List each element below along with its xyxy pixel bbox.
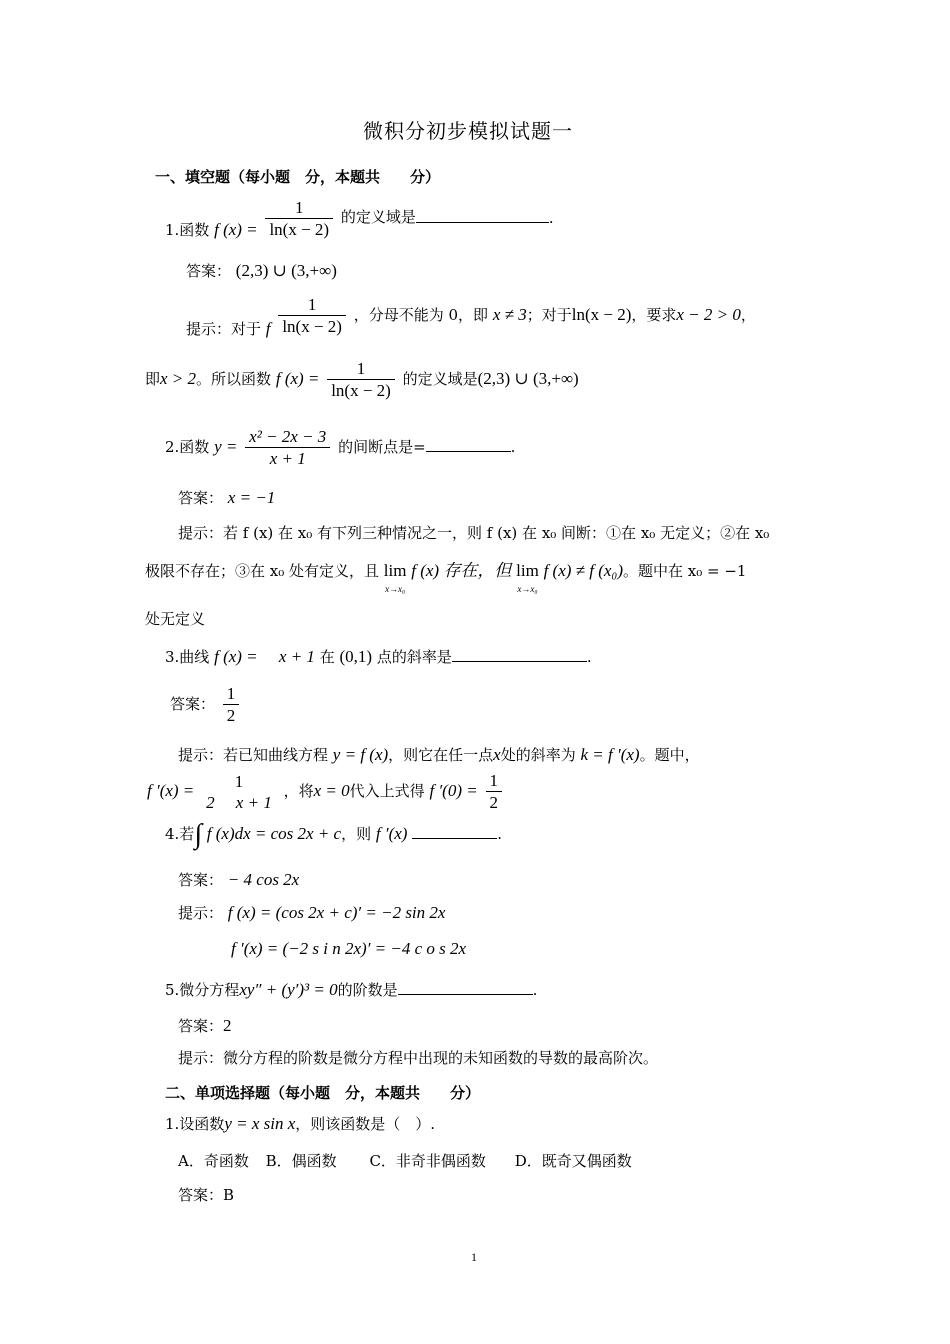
q4-hint-line2: f ′(x) = (−2 s i n 2x)′ = −4 c o s 2x — [231, 939, 467, 958]
q1-fraction: $\frac{1}{\ln(x - 2)}$ — [265, 199, 333, 239]
answer-blank — [412, 824, 497, 839]
mc1-answer: 答案：B — [178, 1186, 235, 1204]
option-a: A．奇函数 — [178, 1152, 249, 1170]
question-5: 5.微分方程xy″ + (y′)³ = 0的阶数是 . — [165, 980, 538, 999]
option-b: B．偶函数 — [265, 1152, 337, 1170]
q4-answer: 答案： − 4 cos 2x — [178, 870, 300, 889]
q5-answer: 答案：2 — [178, 1016, 232, 1035]
q4-hint: 提示： f (x) = (cos 2x + c)′ = −2 sin 2x — [178, 903, 446, 922]
q2-answer: 答案： x = −1 — [178, 488, 276, 507]
q1-hint: 提示：对于 f $\frac{1}{\ln(x - 2)}$ ，分母不能为 0，即 x ≠ 3；对于ln(x − 2)，要求x − 2 > 0， — [186, 295, 756, 338]
answer-blank — [426, 437, 511, 452]
q3-hint: 提示：若已知曲线方程 y = f (x)，则它在任一点x处的斜率为 k = f ′(x)。题中， — [178, 745, 700, 764]
page-number: 1 — [471, 1250, 477, 1264]
q3-answer: 答案： $\frac{1}{2}$ — [170, 685, 242, 725]
section-heading-fill-in: 一、填空题（每小题 分，本题共 分） — [155, 168, 441, 186]
q1-answer: 答案： (2,3) ∪ (3,+∞) — [186, 261, 337, 280]
option-d: D．既奇又偶函数 — [514, 1152, 632, 1170]
question-4: 4.若∫ f (x)dx = cos 2x + c，则 f ′(x) . — [165, 819, 503, 850]
q5-hint: 提示：微分方程的阶数是微分方程中出现的未知函数的导数的最高阶次。 — [178, 1049, 659, 1067]
question-3: 3.曲线 f (x) = x + 1 在 (0,1) 点的斜率是 . — [165, 647, 592, 666]
answer-blank — [416, 208, 549, 223]
mc1-options — [178, 1152, 632, 1170]
answer-blank — [398, 980, 533, 995]
question-2: 2.函数 y = $\frac{\text{x² − 2x − 3}}{x + 1}$ 的间断点是= . — [165, 427, 516, 468]
q3-hint-line2: f ′(x) = 1 2 x + 1 ，将x = 0代入上式得 f ′(0) = $\frac{1}{2}$ — [147, 772, 505, 812]
q2-hint-line2: 极限不存在；③在 x₀ 处有定义，且 lim x→x₀ f (x) 存在，但 lim x→x₀ f (x) ≠ f (x₀)。题中在 x₀ = −1 — [145, 561, 747, 594]
page-title: 微积分初步模拟试题一 — [363, 119, 573, 143]
question-1: 1.函数 f (x) = $\frac{1}{\ln(x - 2)}$ 的定义域是 . — [165, 198, 554, 239]
integral-symbol: ∫ — [194, 819, 202, 850]
section-heading-multiple-choice: 二、单项选择题（每小题 分，本题共 分） — [165, 1084, 481, 1102]
mc-question-1: 1.设函数y = x sin x，则该函数是（ ）. — [165, 1114, 436, 1133]
q1-hint-line2: 即x > 2。所以函数 f (x) = $\frac{1}{\ln(x - 2)}$ 的定义域是(2,3) ∪ (3,+∞) — [145, 359, 579, 400]
q2-hint-line1: 提示：若 f (x) 在 x₀ 有下列三种情况之一，则 f (x) 在 x₀ 间断：①在 x₀ 无定义；②在 x₀ — [178, 524, 770, 542]
option-c: C．非奇非偶函数 — [369, 1152, 486, 1170]
answer-blank — [452, 647, 587, 662]
q2-hint-line3: 处无定义 — [145, 610, 206, 628]
